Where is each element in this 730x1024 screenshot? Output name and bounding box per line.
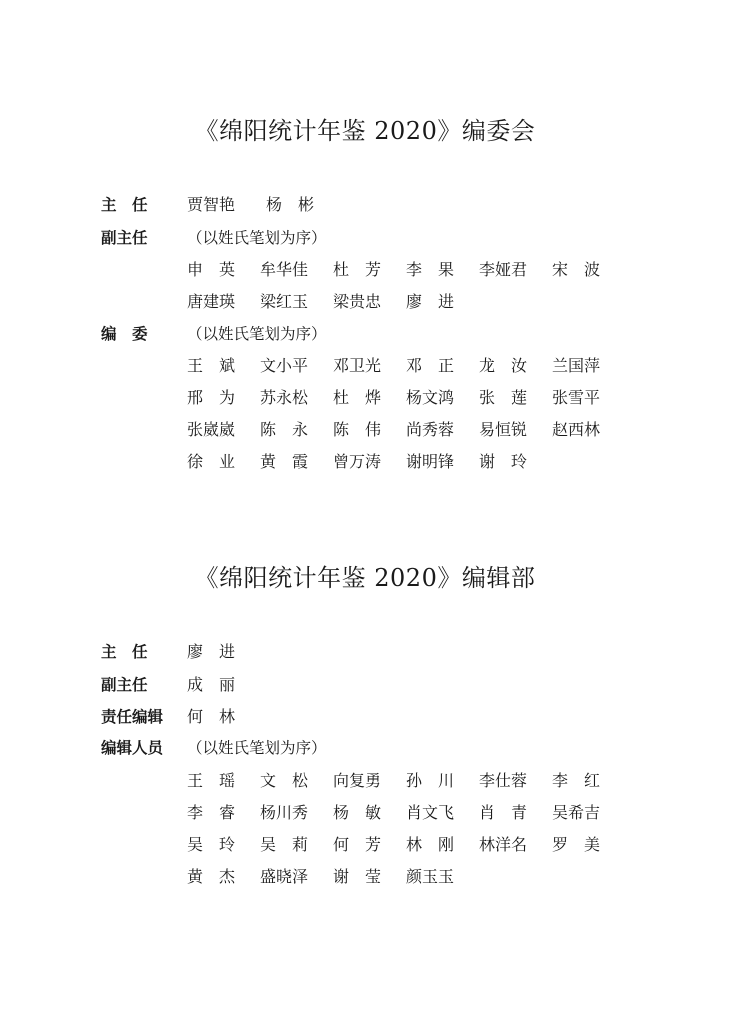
name-entry: 苏永松 — [260, 388, 309, 407]
name-entry: 邓卫光 — [333, 356, 382, 375]
name-entry: 谢 玲 — [479, 452, 528, 471]
committee-member-names-row — [0, 386, 730, 410]
editorial-chief-editor-label: 责任编辑 — [101, 708, 164, 726]
name-entry: 申 英 — [187, 260, 236, 279]
name-entry: 罗 美 — [552, 835, 601, 854]
editorial-chief-editor-row — [0, 705, 730, 729]
name-entry: 龙 汝 — [479, 356, 528, 375]
name-entry: 杨文鸿 — [406, 388, 455, 407]
committee-member-label: 编 委 — [101, 325, 148, 343]
editorial-title: 《绵阳统计年鉴 2020》编辑部 — [194, 564, 536, 592]
name-entry: 王 斌 — [187, 356, 236, 375]
committee-deputy-names-row — [0, 258, 730, 282]
committee-director-row — [0, 193, 730, 217]
committee-member-names-row — [0, 354, 730, 378]
name-entry: 成 丽 — [187, 675, 236, 694]
name-entry: 向复勇 — [333, 771, 382, 790]
name-entry: 黄 杰 — [187, 867, 236, 886]
name-entry: 李 睿 — [187, 803, 236, 822]
name-entry: 张崴崴 — [187, 420, 236, 439]
name-entry: 李 果 — [406, 260, 455, 279]
editorial-staff-names-row — [0, 801, 730, 825]
name-entry: 唐建瑛 — [187, 292, 236, 311]
editorial-staff-note: （以姓氏笔划为序） — [187, 739, 327, 757]
name-entry: 兰国萍 — [552, 356, 601, 375]
name-entry: 何 芳 — [333, 835, 382, 854]
name-entry: 何 林 — [187, 707, 236, 726]
name-entry: 邓 正 — [406, 356, 455, 375]
name-entry: 张 莲 — [479, 388, 528, 407]
committee-member-names-row — [0, 418, 730, 442]
name-entry: 宋 波 — [552, 260, 601, 279]
name-entry: 王 瑶 — [187, 771, 236, 790]
name-entry: 杨 彬 — [266, 195, 315, 214]
committee-deputy-row — [0, 226, 730, 250]
name-entry: 林洋名 — [479, 835, 528, 854]
name-entry: 吴 玲 — [187, 835, 236, 854]
name-entry: 牟华佳 — [260, 260, 309, 279]
name-entry: 吴希吉 — [552, 803, 601, 822]
name-entry: 陈 伟 — [333, 420, 382, 439]
name-entry: 张雪平 — [552, 388, 601, 407]
name-entry: 谢明锋 — [406, 452, 455, 471]
name-entry: 赵西林 — [552, 420, 601, 439]
name-entry: 黄 霞 — [260, 452, 309, 471]
name-entry: 梁贵忠 — [333, 292, 382, 311]
committee-title: 《绵阳统计年鉴 2020》编委会 — [194, 117, 536, 145]
name-entry: 徐 业 — [187, 452, 236, 471]
name-entry: 尚秀蓉 — [406, 420, 455, 439]
name-entry: 李 红 — [552, 771, 601, 790]
committee-member-names-row — [0, 450, 730, 474]
editorial-deputy-label: 副主任 — [101, 676, 148, 694]
name-entry: 杨 敏 — [333, 803, 382, 822]
editorial-staff-names-row — [0, 833, 730, 857]
committee-deputy-names-row — [0, 290, 730, 314]
name-entry: 盛晓泽 — [260, 867, 309, 886]
editorial-staff-row — [0, 736, 730, 760]
name-entry: 李娅君 — [479, 260, 528, 279]
name-entry: 谢 莹 — [333, 867, 382, 886]
committee-member-row — [0, 322, 730, 346]
name-entry: 李仕蓉 — [479, 771, 528, 790]
name-entry: 易恒锐 — [479, 420, 528, 439]
editorial-director-label: 主 任 — [101, 643, 148, 661]
name-entry: 杜 烨 — [333, 388, 382, 407]
name-entry: 林 刚 — [406, 835, 455, 854]
name-entry: 梁红玉 — [260, 292, 309, 311]
name-entry: 肖 青 — [479, 803, 528, 822]
editorial-deputy-row — [0, 673, 730, 697]
name-entry: 陈 永 — [260, 420, 309, 439]
name-entry: 贾智艳 — [187, 195, 236, 214]
name-entry: 廖 进 — [187, 642, 236, 661]
editorial-staff-names-row — [0, 865, 730, 889]
name-entry: 曾万涛 — [333, 452, 382, 471]
name-entry: 孙 川 — [406, 771, 455, 790]
editorial-staff-names-row — [0, 769, 730, 793]
committee-member-note: （以姓氏笔划为序） — [187, 325, 327, 343]
name-entry: 文 松 — [260, 771, 309, 790]
name-entry: 颜玉玉 — [406, 867, 455, 886]
name-entry: 杨川秀 — [260, 803, 309, 822]
editorial-director-row — [0, 640, 730, 664]
name-entry: 吴 莉 — [260, 835, 309, 854]
name-entry: 邢 为 — [187, 388, 236, 407]
name-entry: 文小平 — [260, 356, 309, 375]
name-entry: 廖 进 — [406, 292, 455, 311]
name-entry: 杜 芳 — [333, 260, 382, 279]
name-entry: 肖文飞 — [406, 803, 455, 822]
editorial-staff-label: 编辑人员 — [101, 739, 164, 757]
committee-deputy-note: （以姓氏笔划为序） — [187, 229, 327, 247]
committee-deputy-label: 副主任 — [101, 229, 148, 247]
committee-director-label: 主 任 — [101, 196, 148, 214]
